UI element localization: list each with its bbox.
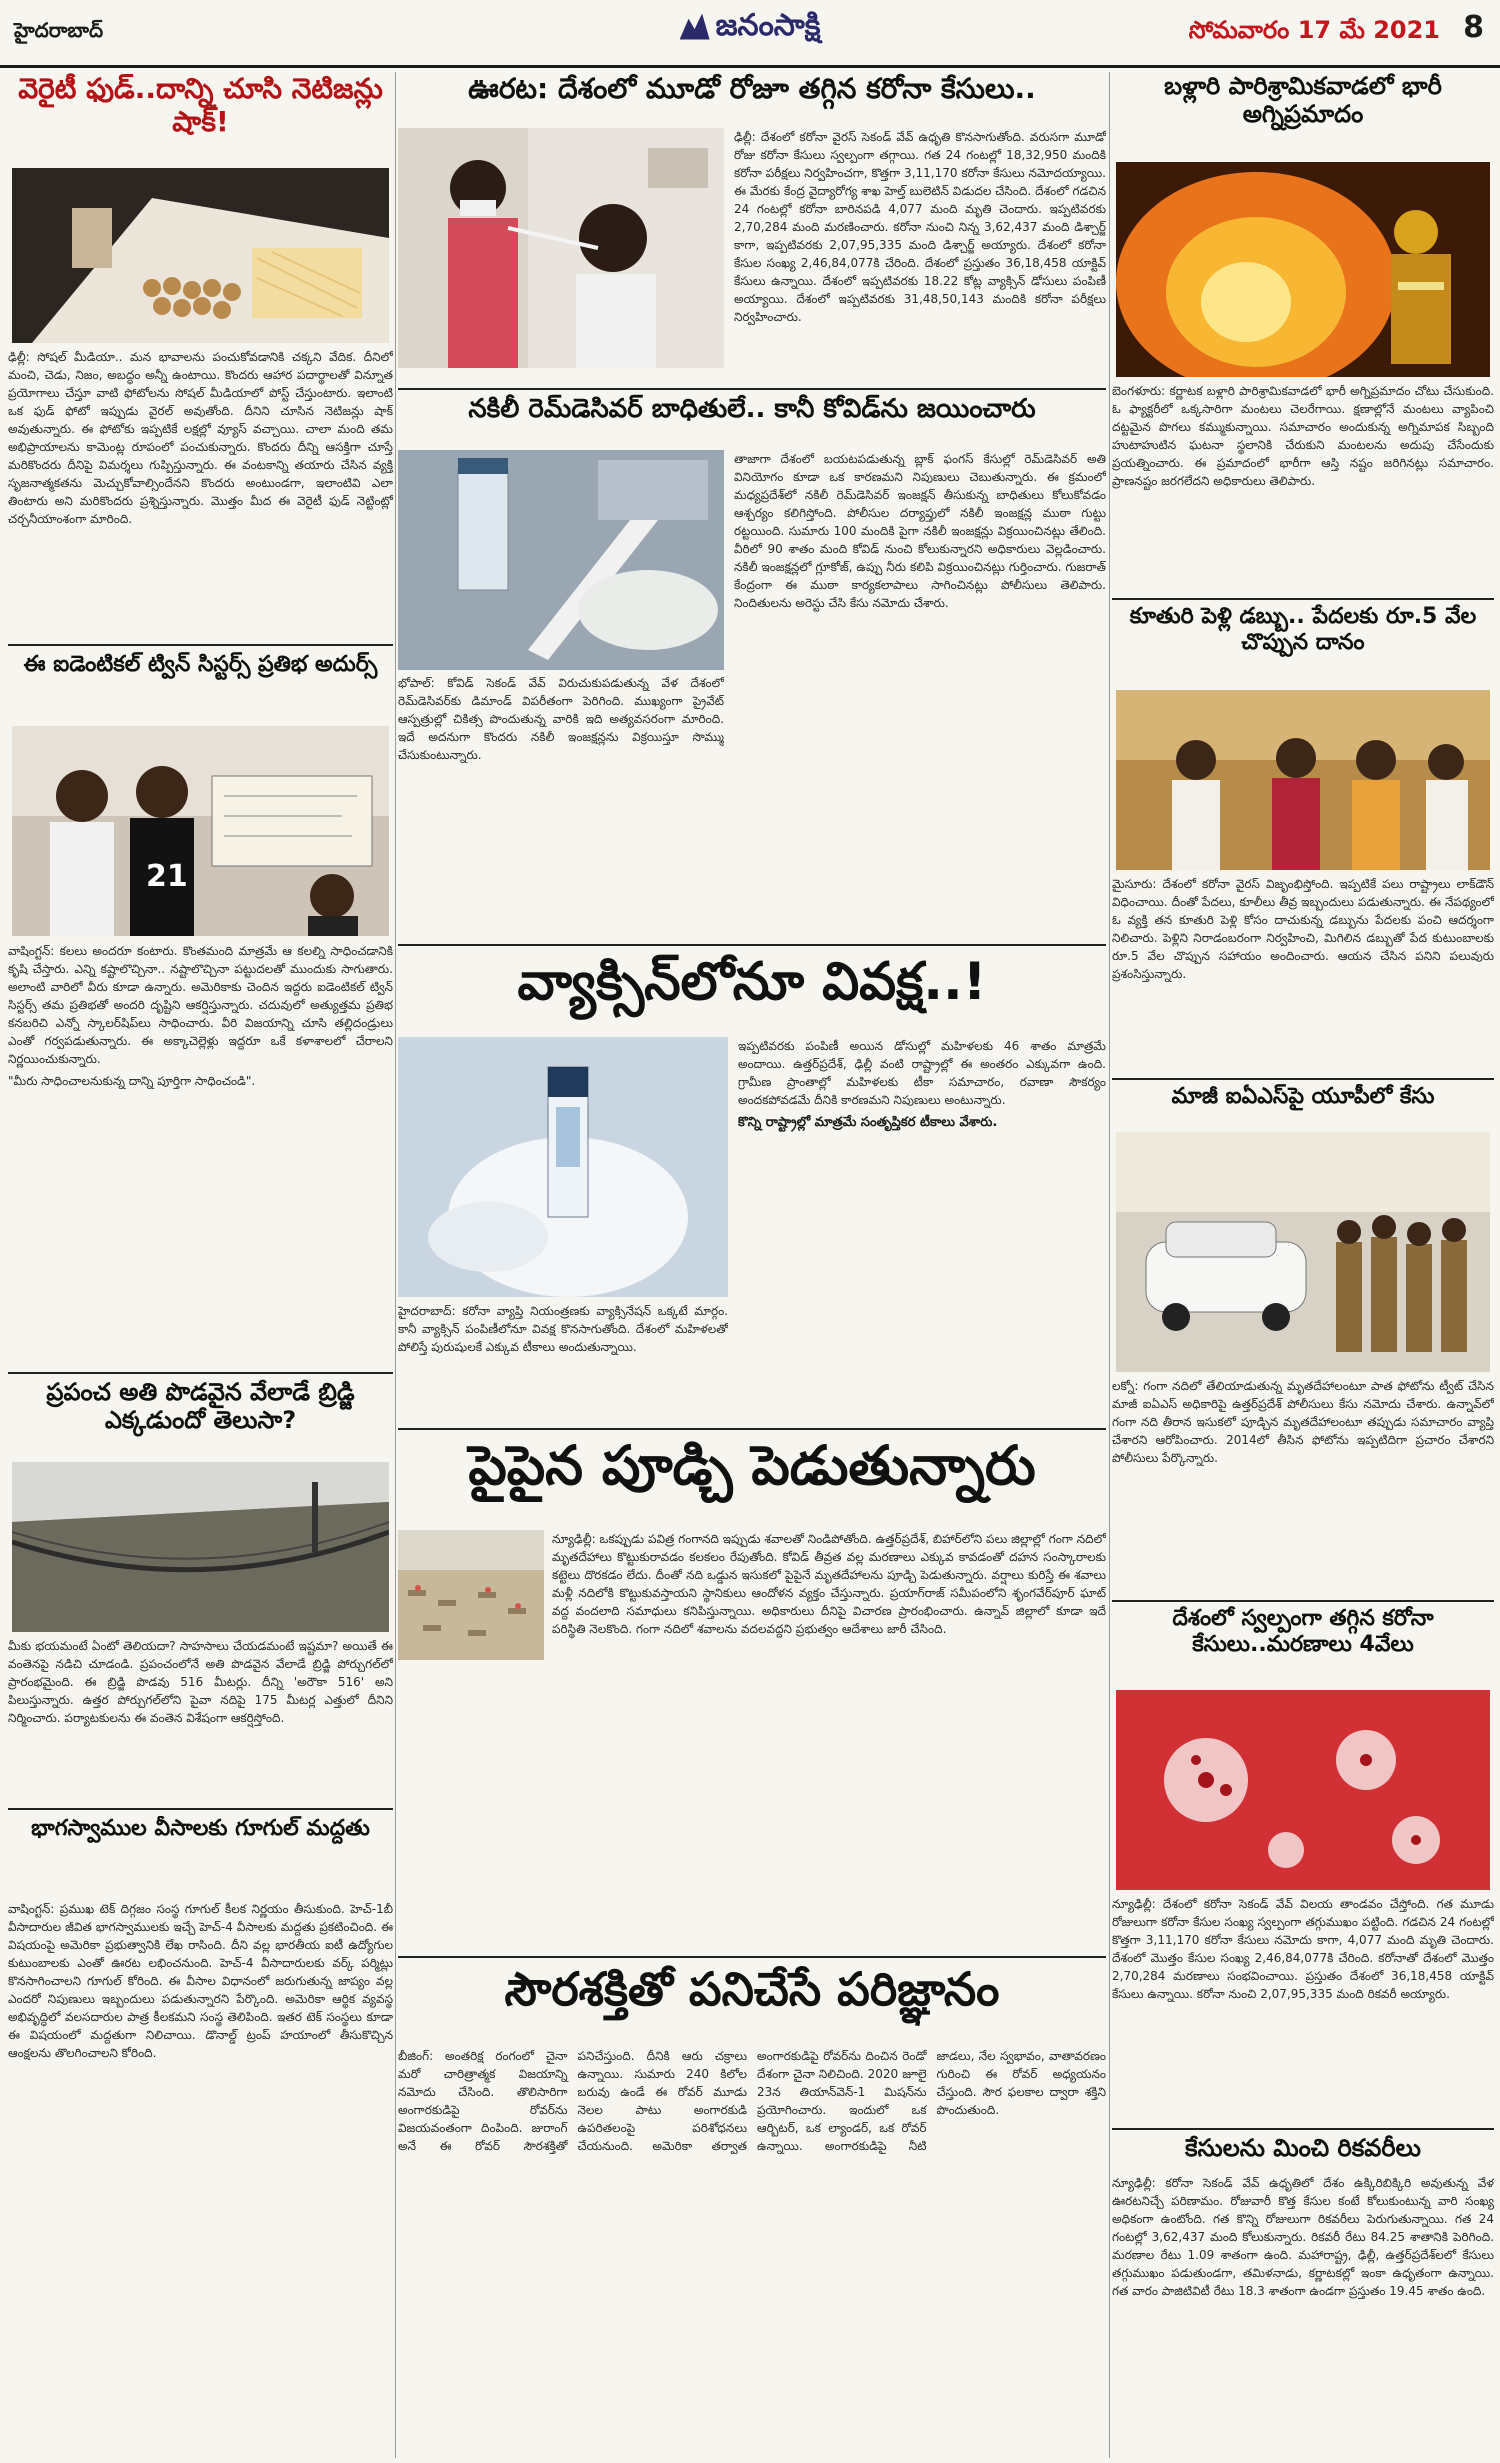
article-body-box (1112, 1377, 1494, 1597)
article-headline: కూతురి పెళ్లి డబ్బు.. పేదలకు రూ.5 వేల చొప్పున దానం (1129, 604, 1477, 655)
masthead-title: జనంసాక్షి (715, 8, 821, 43)
article-headline: ప్రపంచ అతి పొడవైన వేలాడే బ్రిడ్జి ఎక్కడుందో తెలుసా? (46, 1378, 355, 1435)
article-body-box (1112, 382, 1494, 594)
bridge-photo (12, 1462, 389, 1632)
photo-caption: భోపాల్: కోవిడ్ సెకండ్ వేవ్ విరుచుకుపడుతున్న వేళ దేశంలో రెమ్‌డెసివర్‌కు డిమాండ్ విపరీతంగా పెరిగింది. ముఖ్యంగా ప్రైవేట్ ఆస్పత్రుల్లో చికిత్స పొందుతున్న వారికి ఇది అత్యవసరంగా మారింది. ఇదే అదనుగా కొందరు నకిలీ ఇంజక్షన్లను విక్రయిస్తూ సొమ్ము చేసుకుంటున్నారు. (398, 676, 724, 762)
article-body: మైసూరు: దేశంలో కరోనా వైరస్ విజృంభిస్తోంది. ఇప్పటికే పలు రాష్ట్రాలు లాక్‌డౌన్ విధించాయి. దీంతో పేదలు, కూలీలు తీవ్ర ఇబ్బందులు పడుతున్నారు. ఈ నేపథ్యంలో ఓ వ్యక్తి తన కూతురి పెళ్లి కోసం దాచుకున్న డబ్బును పేదలకు పంచి ఆదర్శంగా నిలిచారు. పెళ్లిని నిరాడంబరంగా నిర్వహించి, మిగిలిన డబ్బుతో పేద కుటుంబాలకు రూ.5 వేల చొప్పున సహాయం అందించారు. ఆయన చేసిన పనిని పలువురు ప్రశంసిస్తున్నారు. (1112, 877, 1494, 981)
article-headline: వెరైటీ ఫుడ్..దాన్ని చూసి నెటిజన్లు షాక్! (18, 72, 383, 139)
vaccine-photo (398, 1037, 728, 1297)
article-body-box (734, 128, 1106, 383)
article-headline: బళ్లారి పారిశ్రామికవాడలో భారీ అగ్నిప్రమాదం (1164, 72, 1442, 129)
article-body-box (8, 942, 393, 1302)
article-body-box (8, 1637, 393, 1802)
divider (8, 644, 393, 646)
twin-sisters-photo (12, 726, 389, 936)
divider (1112, 1078, 1494, 1080)
article-body: లక్నో: గంగా నదిలో తేలియాడుతున్న మృతదేహాలంటూ పాత ఫోటోను ట్వీట్ చేసిన మాజీ ఐఏఎస్ అధికారిపై ఉత్తర్‌ప్రదేశ్ పోలీసులు కేసు నమోదు చేశారు. ఉన్నావ్‌లో గంగా నది తీరాన ఇసుకలో పూడ్చిన మృతదేహాలంటూ తప్పుడు సమాచారం వ్యాప్తి చేశారని ఆరోపించారు. 2014లో తీసిన ఫోటోను ఇప్పటిదిగా ప్రచారం చేశారని పోలీసులు పేర్కొన్నారు. (1112, 1379, 1494, 1465)
article-headline-box (8, 1378, 393, 1458)
article-body: మీకు భయమంటే ఏంటో తెలియదా? సాహసాలు చేయడమంటే ఇష్టమా? అయితే ఈ వంతెనపై నడిచి చూడండి. ప్రపంచంలోనే అతి పొడవైన వేలాడే బ్రిడ్జి పోర్చుగల్‌లో ప్రారంభమైంది. ఈ బ్రిడ్జి పొడవు 516 మీటర్లు. దీన్ని 'అరౌకా 516' అని పిలుస్తున్నారు. ఉత్తర పోర్చుగల్‌లోని పైవా నదిపై 175 మీటర్ల ఎత్తులో దీనిని నిర్మించారు. పర్యాటకులను ఈ వంతెన విశేషంగా ఆకర్షిస్తోంది. (8, 1639, 393, 1725)
divider (398, 1956, 1106, 1958)
article-headline: కేసులను మించి రికవరీలు (1185, 2134, 1421, 2162)
article-body: తాజాగా దేశంలో బయటపడుతున్న బ్లాక్ ఫంగస్ కేసుల్లో రెమ్‌డెసివర్ అతి వినియోగం కూడా ఒక కారణమని నిపుణులు చెబుతున్నారు. ఈ క్రమంలో మధ్యప్రదేశ్‌లో నకిలీ రెమ్‌డెసివర్ ఇంజక్షన్ తీసుకున్న బాధితులు కోలుకోవడం ఆశ్చర్యం కలిగిస్తోంది. పోలీసుల దర్యాప్తులో నకిలీ ఇంజక్షన్ల ముఠా గుట్టు రట్టయింది. సుమారు 100 మందికి పైగా నకిలీ ఇంజక్షన్లు విక్రయించినట్లు తేలింది. వీరిలో 90 శాతం మంది కోవిడ్ నుంచి కోలుకున్నారని అధికారులు వెల్లడించారు. నకిలీ ఇంజక్షన్లలో గ్లూకోజ్, ఉప్పు నీరు కలిపి విక్రయించినట్లు గుర్తించారు. గుజరాత్ కేంద్రంగా ఈ ముఠా కార్యకలాపాలు సాగించినట్లు పోలీసులు తెలిపారు. నిందితులను అరెస్టు చేసి కేసు నమోదు చేశారు. (734, 452, 1106, 610)
page-header (0, 0, 1500, 68)
article-headline: నకిలీ రెమ్‌డెసివర్ బాధితులే.. కానీ కోవిడ్‌ను జయించారు (468, 394, 1036, 424)
article-headline-box (8, 652, 393, 722)
article-headline-box (1112, 1084, 1494, 1128)
svg-text:21: 21 (146, 859, 188, 894)
coronavirus-illustration (1116, 1690, 1490, 1890)
header-city: హైదరాబాద్ (14, 18, 104, 42)
article-headline-box (398, 1434, 1106, 1524)
article-headline-box (398, 1962, 1106, 2042)
article-body-box (734, 450, 1106, 940)
divider (1112, 1600, 1494, 1602)
article-headline-box (8, 1816, 393, 1896)
article-body-box (1112, 2174, 1494, 2454)
article-headline-box (398, 952, 1106, 1032)
article-headline: ఊరట: దేశంలో మూడో రోజూ తగ్గిన కరోనా కేసులు.. (468, 72, 1036, 105)
article-headline: ఈ ఐడెంటికల్ ట్విన్ సిస్టర్స్ ప్రతిభ అదుర్స్ (23, 652, 378, 677)
article-subhead: కొన్ని రాష్ట్రాల్లో మాత్రమే సంతృప్తికర టీకాలు వేశారు. (738, 1115, 998, 1130)
masthead-logo-icon (680, 14, 710, 40)
article-headline-box (8, 72, 393, 167)
article-body-box (552, 1530, 1106, 1950)
article-headline-box (1112, 72, 1494, 158)
column-rule (1109, 72, 1110, 2458)
remdesivir-photo (398, 450, 724, 670)
masthead (640, 8, 860, 50)
article-body: న్యూఢిల్లీ: దేశంలో కరోనా సెకండ్ వేవ్ విలయ తాండవం చేస్తోంది. గత మూడు రోజులుగా కరోనా కేసుల సంఖ్య స్వల్పంగా తగ్గుముఖం పట్టింది. గడచిన 24 గంటల్లో కొత్తగా 3,11,170 కరోనా కేసులు నమోదు కాగా, 4,077 మంది మృతి చెందారు. దేశంలో మొత్తం కేసుల సంఖ్య 2,46,84,077కి చేరింది. కరోనాతో దేశంలో మొత్తం 2,70,284 మరణాలు సంభవించాయి. ప్రస్తుతం దేశంలో 36,18,458 యాక్టివ్ కేసులు ఉన్నాయి. కరోనా నుంచి 2,07,95,335 మంది రికవరీ అయ్యారు. (1112, 1897, 1494, 2001)
article-body-box (738, 1037, 1106, 1422)
riverbank-graves-photo (398, 1530, 544, 1660)
article-headline: మాజీ ఐఏఎస్‌పై యూపీలో కేసు (1171, 1084, 1435, 1109)
article-body-box (1112, 1895, 1494, 2125)
article-headline-box (1112, 2134, 1494, 2170)
column-rule (395, 72, 396, 2458)
food-photo (12, 168, 389, 343)
divider (8, 1372, 393, 1374)
article-body-box (8, 1900, 393, 2460)
photo-caption-box (398, 1302, 728, 1422)
article-headline: దేశంలో స్వల్పంగా తగ్గిన కరోనా కేసులు..మరణాలు 4వేలు (1172, 1606, 1434, 1657)
wedding-photo (1116, 690, 1490, 870)
article-body: బీజింగ్: అంతరిక్ష రంగంలో చైనా మరో చారిత్రాత్మక విజయాన్ని నమోదు చేసింది. తొలిసారిగా అంగారకుడిపై రోవర్‌ను విజయవంతంగా దింపింది. జురాంగ్ అనే ఈ రోవర్ సౌరశక్తితో పనిచేస్తుంది. దీనికి ఆరు చక్రాలు ఉన్నాయి. సుమారు 240 కిలోల బరువు ఉండే ఈ రోవర్ మూడు నెలల పాటు అంగారకుడి ఉపరితలంపై పరిశోధనలు చేయనుంది. అమెరికా తర్వాత అంగారకుడిపై రోవర్‌ను దించిన రెండో దేశంగా చైనా నిలిచింది. 2020 జూలై 23న తియాన్‌వెన్-1 మిషన్‌ను ప్రయోగించారు. ఇందులో ఒక ఆర్బిటర్, ఒక ల్యాండర్, ఒక రోవర్ ఉన్నాయి. అంగారకుడిపై నీటి జాడలు, నేల స్వభావం, వాతావరణం గురించి ఈ రోవర్ అధ్యయనం చేస్తుంది. సౌర ఫలకాల ద్వారా శక్తిని పొందుతుంది. (398, 2049, 1106, 2153)
article-headline: సౌరశక్తితో పనిచేసే పరిజ్ఞానం (504, 1962, 1000, 2016)
article-quote: "మీరు సాధించాలనుకున్న దాన్ని పూర్తిగా సాధించండి". (8, 1074, 256, 1088)
article-body: న్యూఢిల్లీ: కరోనా సెకండ్ వేవ్ ఉధృతిలో దేశం ఉక్కిరిబిక్కిరి అవుతున్న వేళ ఊరటనిచ్చే పరిణామం. రోజువారీ కొత్త కేసుల కంటే కోలుకుంటున్న వారి సంఖ్య అధికంగా ఉంటోంది. గత కొన్ని రోజులుగా రికవరీలు పెరుగుతున్నాయి. గత 24 గంటల్లో 3,62,437 మంది కోలుకున్నారు. రికవరీ రేటు 84.25 శాతానికి పెరిగింది. మరణాల రేటు 1.09 శాతంగా ఉంది. మహారాష్ట్ర, ఢిల్లీ, ఉత్తర్‌ప్రదేశ్‌లలో కేసులు తగ్గుముఖం పడుతుండగా, తమిళనాడు, కర్ణాటకల్లో ఇంకా ఉధృతంగా ఉన్నాయి. గత వారం పాజిటివిటీ రేటు 18.3 శాతంగా ఉండగా ప్రస్తుతం 19.45 శాతం ఉంది. (1112, 2176, 1494, 2298)
article-headline-box (398, 72, 1106, 124)
article-headline-box (398, 394, 1106, 446)
article-body: ఢిల్లీ: సోషల్ మీడియా.. మన భావాలను పంచుకోవడానికి చక్కని వేదిక. దీనిలో మంచి, చెడు, నిజం, అబద్ధం అన్నీ ఉంటాయి. కొందరు ఆహార పదార్థాలతో విన్నూత ప్రయోగాలు చేస్తూ వాటి ఫోటోలను సోషల్ మీడియాలో పోస్ట్ చేస్తుంటారు. ఇలాంటి ఒక ఫుడ్ ఫోటో ఇప్పుడు వైరల్ అవుతోంది. దీనిని చూసిన నెటిజన్లు షాక్ అవుతున్నారు. ఈ ఫోటోకు ఇప్పటికే లక్షల్లో వ్యూస్ వచ్చాయి. చాలా మంది తమ అభిప్రాయాలను కామెంట్ల రూపంలో పంచుకున్నారు. కొందరు దీన్ని ఆసక్తిగా చూస్తే మరికొందరు దీనిపై విమర్శలు గుప్పిస్తున్నారు. ఈ వంటకాన్ని తయారు చేసిన వ్యక్తి సృజనాత్మకతను మెచ్చుకోవాల్సిందేనని కొందరు అంటుండగా, ఇలాంటివి ఎలా తింటారు అని మరికొందరు ప్రశ్నిస్తున్నారు. మొత్తం మీద ఈ వెరైటీ ఫుడ్ నెట్టింట్లో చర్చనీయాంశంగా మారింది. (8, 350, 393, 526)
article-body: ఢిల్లీ: దేశంలో కరోనా వైరస్ సెకండ్ వేవ్ ఉధృతి కొనసాగుతోంది. వరుసగా మూడో రోజు కరోనా కేసులు స్వల్పంగా తగ్గాయి. గత 24 గంటల్లో 18,32,950 మందికి కరోనా పరీక్షలు నిర్వహించగా, కొత్తగా 3,11,170 కరోనా కేసులు నమోదయ్యాయి. ఈ మేరకు కేంద్ర వైద్యారోగ్య శాఖ హెల్త్ బులెటిన్ విడుదల చేసింది. దేశంలో గడచిన 24 గంటల్లో కరోనా బారినపడి 4,077 మంది మృతి చెందారు. ఇప్పటివరకు 2,70,284 మంది మరణించారు. కరోనా నుంచి నిన్న 3,62,437 మంది డిశ్చార్జ్ కాగా, ఇప్పటివరకు 2,07,95,335 మంది డిశ్చార్జ్ అయ్యారు. దేశంలో కరోనా కేసుల సంఖ్య 2,46,84,077కి చేరింది. దేశంలో ప్రస్తుతం 36,18,458 యాక్టివ్ కేసులు ఉన్నాయి. దేశంలో ఇప్పటివరకు 18.22 కోట్ల వ్యాక్సిన్ డోసులు పంపిణీ అయ్యాయి. దేశంలో ఇప్పటివరకు 31,48,50,143 మందికి కరోనా పరీక్షలు నిర్వహించారు. (734, 130, 1106, 324)
article-body: బెంగళూరు: కర్ణాటక బళ్లారి పారిశ్రామికవాడలో భారీ అగ్నిప్రమాదం చోటు చేసుకుంది. ఓ ఫ్యాక్టరీలో ఒక్కసారిగా మంటలు చెలరేగాయి. క్షణాల్లోనే మంటలు వ్యాపించి దట్టమైన పొగలు కమ్ముకున్నాయి. సమాచారం అందుకున్న అగ్నిమాపక సిబ్బంది హుటాహుటిన ఘటనా స్థలానికి చేరుకుని మంటలను అదుపు చేసేందుకు ప్రయత్నించారు. ఈ ప్రమాదంలో భారీగా ఆస్తి నష్టం జరిగినట్లు సమాచారం. ప్రాణనష్టం జరగలేదని అధికారులు తెలిపారు. (1112, 384, 1494, 488)
article-body: వాషింగ్టన్: కలలు అందరూ కంటారు. కొంతమంది మాత్రమే ఆ కలల్ని సాధించడానికి కృషి చేస్తారు. ఎన్ని కష్టాలొచ్చినా.. నష్టాలొచ్చినా పట్టుదలతో ముందుకు సాగుతారు. అలాంటి వారిలో వీరు కూడా ఉన్నారు. అమెరికాకు చెందిన ఇద్దరు ఐడెంటికల్ ట్విన్ సిస్టర్స్ తమ ప్రతిభతో అందరి దృష్టిని ఆకర్షిస్తున్నారు. చదువులో అత్యుత్తమ ప్రతిభ కనబరిచి ఎన్నో స్కాలర్‌షిప్‌లు సాధించారు. వీరి విజయాన్ని చూసి తల్లిదండ్రులు ఎంతో గర్వపడుతున్నారు. ఈ అక్కాచెల్లెళ్లు ఇద్దరూ ఒకే కళాశాలలో చేరాలని నిర్ణయించుకున్నారు. (8, 944, 393, 1066)
divider (398, 1428, 1106, 1430)
photo-caption-box (398, 674, 724, 834)
article-body-box (398, 2047, 1106, 2457)
page-number: 8 (1463, 10, 1484, 45)
divider (1112, 2128, 1494, 2130)
divider (1112, 598, 1494, 600)
article-body: వాషింగ్టన్: ప్రముఖ టెక్ దిగ్గజం సంస్థ గూగుల్ కీలక నిర్ణయం తీసుకుంది. హెచ్-1బీ వీసాదారుల జీవిత భాగస్వాములకు ఇచ్చే హెచ్-4 వీసాలకు మద్దతు ప్రకటించింది. ఈ విషయంపై అమెరికా ప్రభుత్వానికి లేఖ రాసింది. దీని వల్ల భారతీయ ఐటీ ఉద్యోగుల కుటుంబాలకు ఎంతో ఊరట లభించనుంది. హెచ్-4 వీసాదారులకు వర్క్ పర్మిట్లు కొనసాగించాలని గూగుల్ కోరింది. ఈ వీసాల విధానంలో జరుగుతున్న జాప్యం వల్ల ఎందరో నిపుణులు ఇబ్బందులు పడుతున్నారని పేర్కొంది. అమెరికా ఆర్థిక వ్యవస్థ అభివృద్ధిలో వలసదారుల పాత్ర కీలకమని సంస్థ తెలిపింది. ఇతర టెక్ సంస్థలు కూడా ఈ విషయంలో మద్దతుగా నిలిచాయి. డొనాల్డ్ ట్రంప్ హయాంలో తీసుకొచ్చిన ఆంక్షలను తొలగించాలని కోరింది. (8, 1902, 393, 2060)
article-headline-box (1112, 1606, 1494, 1686)
header-date: సోమవారం 17 మే 2021 (1188, 16, 1440, 44)
article-headline: భాగస్వాముల వీసాలకు గూగుల్ మద్దతు (31, 1816, 370, 1841)
article-body: ఇప్పటివరకు పంపిణీ అయిన డోసుల్లో మహిళలకు 46 శాతం మాత్రమే అందాయి. ఉత్తర్‌ప్రదేశ్, ఢిల్లీ వంటి రాష్ట్రాల్లో ఈ అంతరం ఎక్కువగా ఉంది. గ్రామీణ ప్రాంతాల్లో మహిళలకు టీకా సమాచారం, రవాణా సౌకర్యం అందకపోవడమే దీనికి కారణమని నిపుణులు అంటున్నారు. (738, 1039, 1106, 1107)
article-headline: వ్యాక్సిన్‌లోనూ వివక్ష..! (517, 952, 987, 1012)
divider (8, 1808, 393, 1810)
police-photo (1116, 1132, 1490, 1372)
covid-test-photo (398, 128, 724, 368)
article-body: న్యూఢిల్లీ: ఒకప్పుడు పవిత్ర గంగానది ఇప్పుడు శవాలతో నిండిపోతోంది. ఉత్తర్‌ప్రదేశ్, బిహార్‌లోని పలు జిల్లాల్లో గంగా నదిలో మృతదేహాలు కొట్టుకురావడం కలకలం రేపుతోంది. కోవిడ్ తీవ్రత వల్ల మరణాలు ఎక్కువ కావడంతో దహన సంస్కారాలకు కట్టెలు దొరకడం లేదు. దీంతో నది ఒడ్డున ఇసుకలో పైపైనే మృతదేహాలను పూడ్చి పెడుతున్నారు. వర్షాలు కురిస్తే ఈ శవాలు మళ్లీ నదిలోకి కొట్టుకువస్తాయని స్థానికులు ఆందోళన వ్యక్తం చేస్తున్నారు. ప్రయాగ్‌రాజ్ సమీపంలోని శృంగవేర్‌పూర్ ఘాట్ వద్ద వందలాది సమాధులు కనిపిస్తున్నాయి. అధికారులు దీనిపై విచారణ ప్రారంభించారు. ఉన్నావ్ జిల్లాలో కూడా ఇదే పరిస్థితి నెలకొంది. గంగా నదిలో శవాలను వదలవద్దని ప్రభుత్వం ఆదేశాలు జారీ చేసింది. (552, 1532, 1106, 1636)
article-body-box (8, 348, 393, 638)
fire-photo (1116, 162, 1490, 377)
divider (398, 388, 1106, 390)
photo-caption: హైదరాబాద్: కరోనా వ్యాప్తి నియంత్రణకు వ్యాక్సినేషన్ ఒక్కటే మార్గం. కానీ వ్యాక్సిన్ పంపిణీలోనూ వివక్ష కొనసాగుతోంది. దేశంలో మహిళలతో పోలిస్తే పురుషులకే ఎక్కువ టీకాలు అందుతున్నాయి. (398, 1304, 728, 1354)
article-headline-box (1112, 604, 1494, 686)
article-headline: పైపైన పూడ్చి పెడుతున్నారు (468, 1434, 1036, 1497)
divider (398, 944, 1106, 946)
article-body-box (1112, 875, 1494, 1075)
